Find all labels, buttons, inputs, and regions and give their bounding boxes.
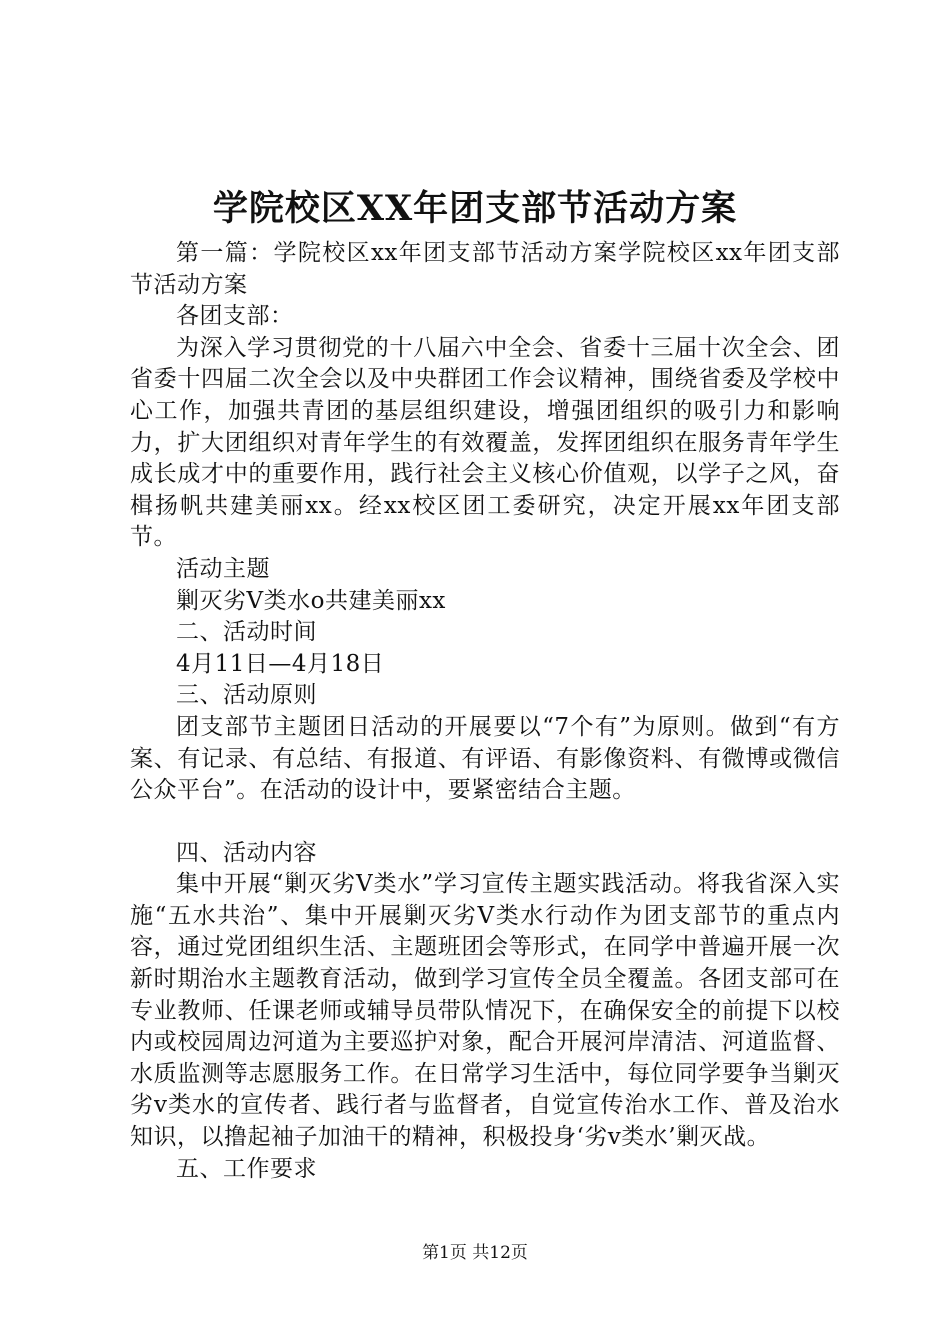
heading-activity-principle: 三、活动原则 [176, 682, 317, 709]
heading-activity-content: 四、活动内容 [176, 839, 317, 866]
paragraph-time: 4月11日—4月18日 [176, 650, 385, 677]
document-body [130, 238, 840, 1185]
heading-activity-time: 二、活动时间 [176, 619, 317, 646]
heading-work-requirements: 五、工作要求 [176, 1155, 317, 1182]
paragraph-background: 为深入学习贯彻党的十八届六中全会、省委十三届十次全会、团省委十四届二次全会以及中央群团工作会议精神，围绕省委及学校中心工作，加强共青团的基层组织建设，增强团组织的吸引力和影响力，扩大团组织对青年学生的有效覆盖，发挥团组织在服务青年学生成长成才中的重要作用，践行社会主义核心价值观，以学子之风，奋楫扬帆共建美丽xx。经xx校区团工委研究，决定开展xx年团支部节。 [130, 334, 840, 551]
page-title: 学院校区XX年团支部节活动方案 [212, 188, 738, 229]
heading-activity-theme: 活动主题 [176, 555, 270, 582]
paragraph-theme: 剿灭劣Ⅴ类水o共建美丽xx [176, 587, 446, 614]
paragraph-content: 集中开展“剿灭劣Ⅴ类水”学习宣传主题实践活动。将我省深入实施“五水共治”、集中开展剿灭劣Ⅴ类水行动作为团支部节的重点内容，通过党团组织生活、主题班团会等形式，在同学中普遍开展一次新时期治水主题教育活动，做到学习宣传全员全覆盖。各团支部可在专业教师、任课老师或辅导员带队情况下，在确保安全的前提下以校内或校园周边河道为主要巡护对象，配合开展河岸清洁、河道监督、水质监测等志愿服务工作。在日常学习生活中，每位同学要争当剿灭劣v类水的宣传者、践行者与监督者，自觉宣传治水工作、普及治水知识，以撸起袖子加油干的精神，积极投身‘劣v类水’剿灭战。 [130, 871, 840, 1151]
paragraph-salutation: 各团支部： [176, 303, 294, 330]
paragraph-principle: 团支部节主题团日活动的开展要以“7个有”为原则。做到“有方案、有记录、有总结、有报道、有评语、有影像资料、有微博或微信公众平台”。在活动的设计中，要紧密结合主题。 [130, 713, 840, 804]
page-footer: 第1页 共12页 [422, 1243, 528, 1263]
paragraph-intro: 第一篇：学院校区xx年团支部节活动方案学院校区xx年团支部节活动方案 [130, 240, 840, 298]
